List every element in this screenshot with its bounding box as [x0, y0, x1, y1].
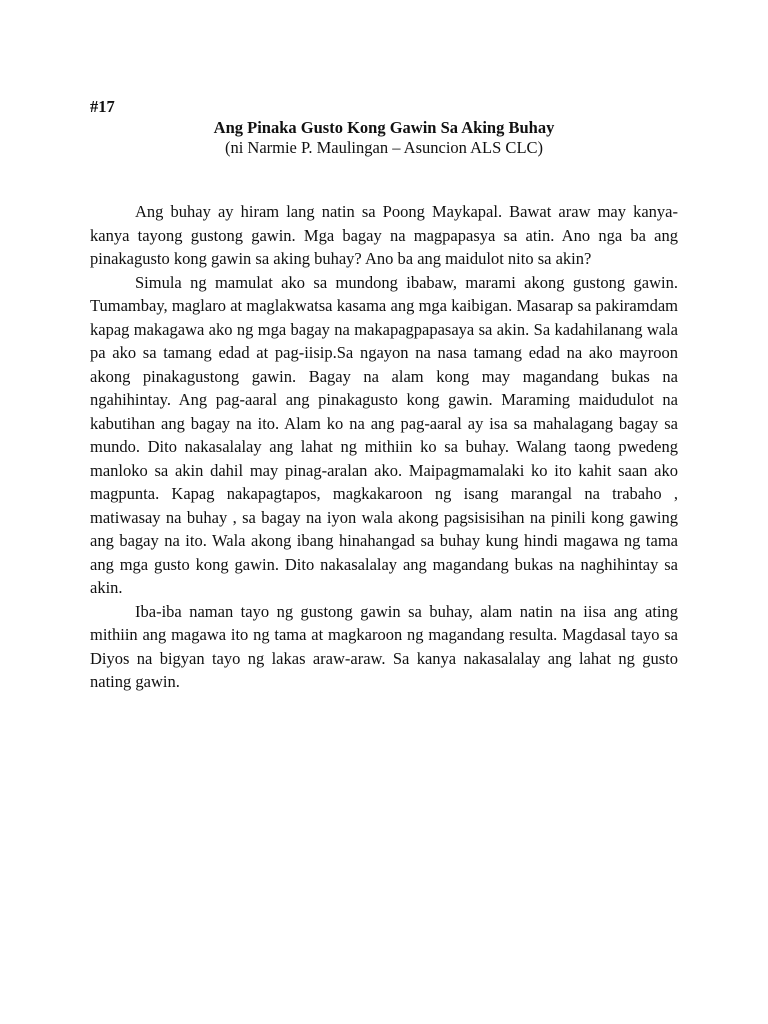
- essay-paragraph: Ang buhay ay hiram lang natin sa Poong Maykapal. Bawat araw may kanya-kanya tayong gustong gawin. Mga bagay na magpapasya sa atin. Ano nga ba ang pinakagusto kong gawin sa aking buhay? Ano ba ang maidulot nito sa akin?: [90, 202, 678, 268]
- essay-paragraph: Iba-iba naman tayo ng gustong gawin sa buhay, alam natin na iisa ang ating mithiin ang magawa ito ng tama at magkaroon ng magandang resulta. Magdasal tayo sa Diyos na bigyan tayo ng lakas araw-araw. Sa kanya nakasalalay ang lahat ng gusto nating gawin.: [90, 601, 678, 691]
- essay-body: [90, 200, 678, 694]
- essay-paragraph: Simula ng mamulat ako sa mundong ibabaw, marami akong gustong gawin. Tumambay, maglaro at maglakwatsa kasama ang mga kaibigan. Masarap sa pakiramdam kapag makagawa ako ng mga bagay na makapagpapasaya sa akin. Sa kadahilanang wala pa ako sa tamang edad at pag-iisip.Sa ngayon na nasa tamang edad na ako mayroon akong pinakagustong gawin. Bagay na alam kong may magandang bukas na ngahihintay. Ang pag-aaral ang pinakagusto kong gawin. Maraming maidudulot na kabutihan ang bagay na ito. Alam ko na ang pag-aaral ay isa sa mahalagang bagay sa mundo. Dito nakasalalay ang lahat ng mithiin ko sa buhay. Walang taong pwedeng manloko sa akin dahil may pinag-aralan ako. Maipagmamalaki ko ito kahit saan ako magpunta. Kapag nakapagtapos, magkakaroon ng isang marangal na trabaho , matiwasay na buhay , sa bagay na iyon wala akong pagsisisihan na pinili kong gawing ang bagay na ito. Wala akong ibang hinahangad sa buhay kung hindi magawa ng tama ang mga gusto kong gawin. Dito nakasalalay ang magandang bukas na naghihintay sa akin.: [90, 272, 678, 597]
- essay-byline: (ni Narmie P. Maulingan – Asuncion ALS CLC): [224, 138, 544, 157]
- essay-number: #17: [90, 97, 115, 116]
- essay-title: Ang Pinaka Gusto Kong Gawin Sa Aking Buhay: [213, 118, 555, 137]
